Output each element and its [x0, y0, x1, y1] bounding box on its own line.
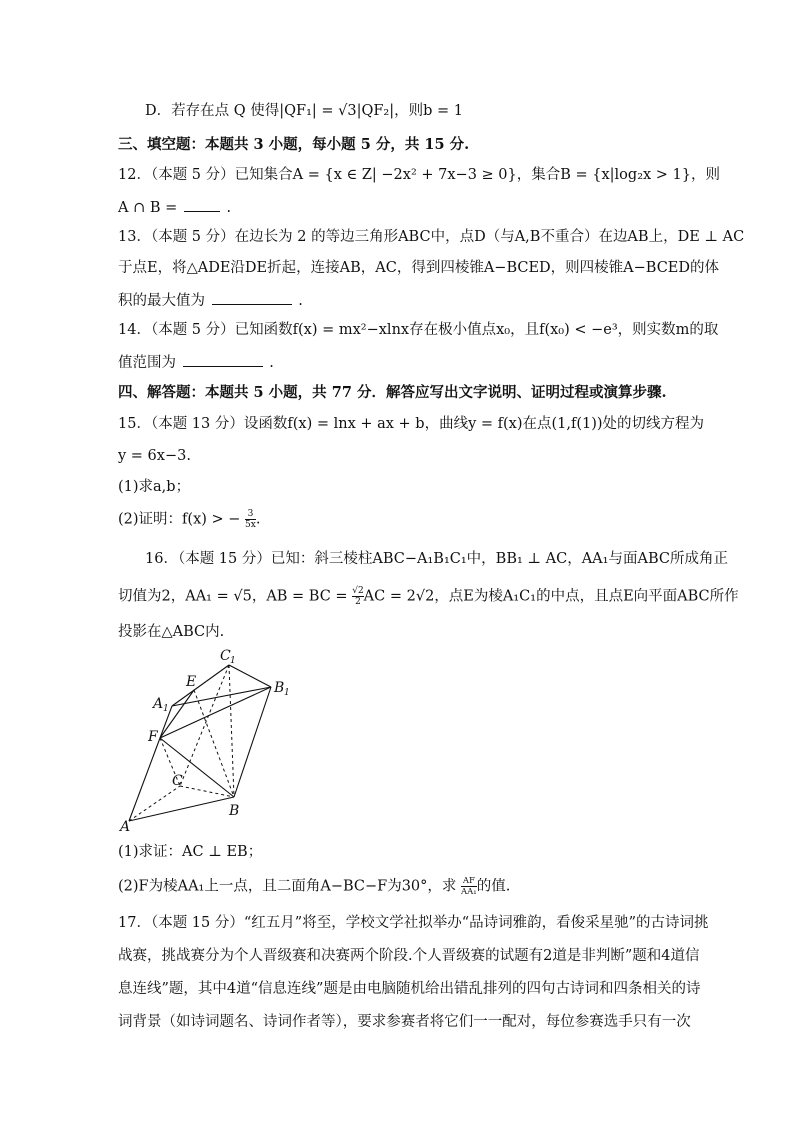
- section-heading-fill-blank: 三、填空题：本题共 3 小题，每小题 5 分，共 15 分.: [118, 136, 470, 153]
- label-c1-sub: 1: [230, 656, 236, 666]
- prism-figure: [118, 648, 298, 833]
- q15-fraction-den: 5x: [245, 520, 256, 530]
- label-c: C: [172, 773, 183, 789]
- q15-period: .: [255, 511, 261, 528]
- label-a1-sub: 1: [163, 704, 169, 714]
- label-b: B: [229, 803, 240, 819]
- q16-fraction: [352, 586, 363, 607]
- label-a1: A: [153, 696, 164, 712]
- label-b1: B: [274, 680, 285, 696]
- q12-answer-blank[interactable]: [184, 197, 220, 212]
- q14-period: .: [269, 355, 274, 371]
- q13-text-2: 于点E，将△ADE沿DE折起，连接AB，AC，得到四棱锥A−BCED，则四棱锥A−BCED的体: [118, 260, 720, 276]
- q16-text-2b: AC = 2√2，点E为棱A₁C₁的中点，且点E向平面ABC所作: [363, 588, 739, 605]
- q16-text-1: 16．（本题 15 分）已知：斜三棱柱ABC−A₁B₁C₁中，BB₁ ⊥ AC，AA₁与面ABC所成角正: [145, 551, 728, 567]
- q13-answer-label: 积的最大值为: [118, 293, 205, 309]
- edge-f-a: [129, 738, 160, 821]
- q16-part2-text: (2)F为棱AA₁上一点，且二面角A−BC−F为30°，求: [118, 878, 457, 895]
- label-f: F: [148, 729, 158, 745]
- q16-part2-fraction-num: AF: [462, 876, 475, 886]
- label-a: A: [120, 819, 131, 833]
- q14-answer-line: [118, 352, 274, 373]
- q12-answer-label: A ∩ B =: [118, 200, 178, 216]
- q16-part2-fraction-den: AA₁: [461, 887, 477, 897]
- q12-period: .: [226, 200, 232, 216]
- q15-fraction-num: 3: [245, 509, 256, 520]
- edge-a1-c1: [172, 665, 229, 706]
- q14-text: 14．（本题 5 分）已知函数f(x) = mx²−xlnx存在极小值点x₀，且f(x₀) < −e³，则实数m的取: [118, 322, 719, 338]
- q13-answer-blank[interactable]: [212, 290, 292, 305]
- q15-part1: (1)求a,b；: [118, 479, 191, 495]
- q17-text-4: 词背景（如诗词题名、诗词作者等），要求参赛者将它们一一配对，每位参赛选手只有一次: [118, 1014, 691, 1030]
- q12-answer-line: [118, 197, 231, 218]
- q17-text-2: 战赛，挑战赛分为个人晋级赛和决赛两个阶段.个人晋级赛的试题有2道是非判断”题和4道信: [118, 948, 700, 964]
- q15-tangent: y = 6x−3.: [118, 448, 191, 464]
- hidden-c1-b: [229, 665, 234, 797]
- edge-f-b1: [160, 687, 271, 738]
- hidden-c-b: [180, 786, 234, 797]
- q16-text-2: [118, 586, 739, 607]
- q14-answer-blank[interactable]: [183, 352, 263, 367]
- q17-text-1: 17．（本题 15 分）“红五月”将至，学校文学社拟举办“品诗词雅韵，看俊采星驰”的古诗词挑: [118, 915, 709, 931]
- edge-b1-b: [234, 687, 271, 797]
- label-c1: C: [220, 648, 231, 664]
- q16-part2-fraction: [461, 876, 477, 897]
- q16-part2: [118, 876, 510, 897]
- q17-text-3: 息连线”题，其中4道“信息连线”题是由电脑随机给出错乱排列的四句古诗词和四条相关的诗: [118, 981, 701, 997]
- option-d: D．若存在点 Q 使得|QF₁| = √3|QF₂|，则b = 1: [145, 103, 464, 119]
- hidden-a-c: [129, 786, 180, 821]
- q15-part2-text: (2)证明：f(x) > −: [118, 511, 241, 528]
- q15-fraction: [245, 509, 256, 530]
- q16-text-3: 投影在△ABC内.: [118, 624, 225, 640]
- q13-answer-line: [118, 290, 303, 311]
- edge-c1-b1: [229, 665, 271, 687]
- q15-part2: [118, 509, 260, 530]
- q16-fraction-num: √2: [352, 586, 364, 596]
- q16-text-2a: 切值为2，AA₁ = √5，AB = BC =: [118, 588, 348, 605]
- q13-text-1: 13．（本题 5 分）在边长为 2 的等边三角形ABC中，点D（与A,B不重合）在边AB上，DE ⊥ AC: [118, 229, 745, 245]
- edge-f-e: [160, 690, 194, 738]
- q16-fraction-den: 2: [355, 597, 361, 607]
- q16-part1: (1)求证：AC ⊥ EB；: [118, 844, 263, 860]
- section-heading-answer: 四、解答题：本题共 5 小题，共 77 分．解答应写出文字说明、证明过程或演算步骤.: [118, 384, 667, 401]
- edge-a-b: [129, 797, 234, 821]
- q14-answer-label: 值范围为: [118, 355, 176, 371]
- q16-part2-end: 的值.: [476, 878, 511, 895]
- q12-text: 12．（本题 5 分）已知集合A = {x ∈ Z| −2x² + 7x−3 ≥ 0}，集合B = {x|log₂x > 1}，则: [118, 167, 721, 183]
- label-b1-sub: 1: [284, 688, 290, 698]
- q15-text: 15．（本题 13 分）设函数f(x) = lnx + ax + b，曲线y = f(x)在点(1,f(1))处的切线方程为: [118, 416, 705, 432]
- label-e: E: [186, 674, 197, 690]
- q13-period: .: [298, 293, 303, 309]
